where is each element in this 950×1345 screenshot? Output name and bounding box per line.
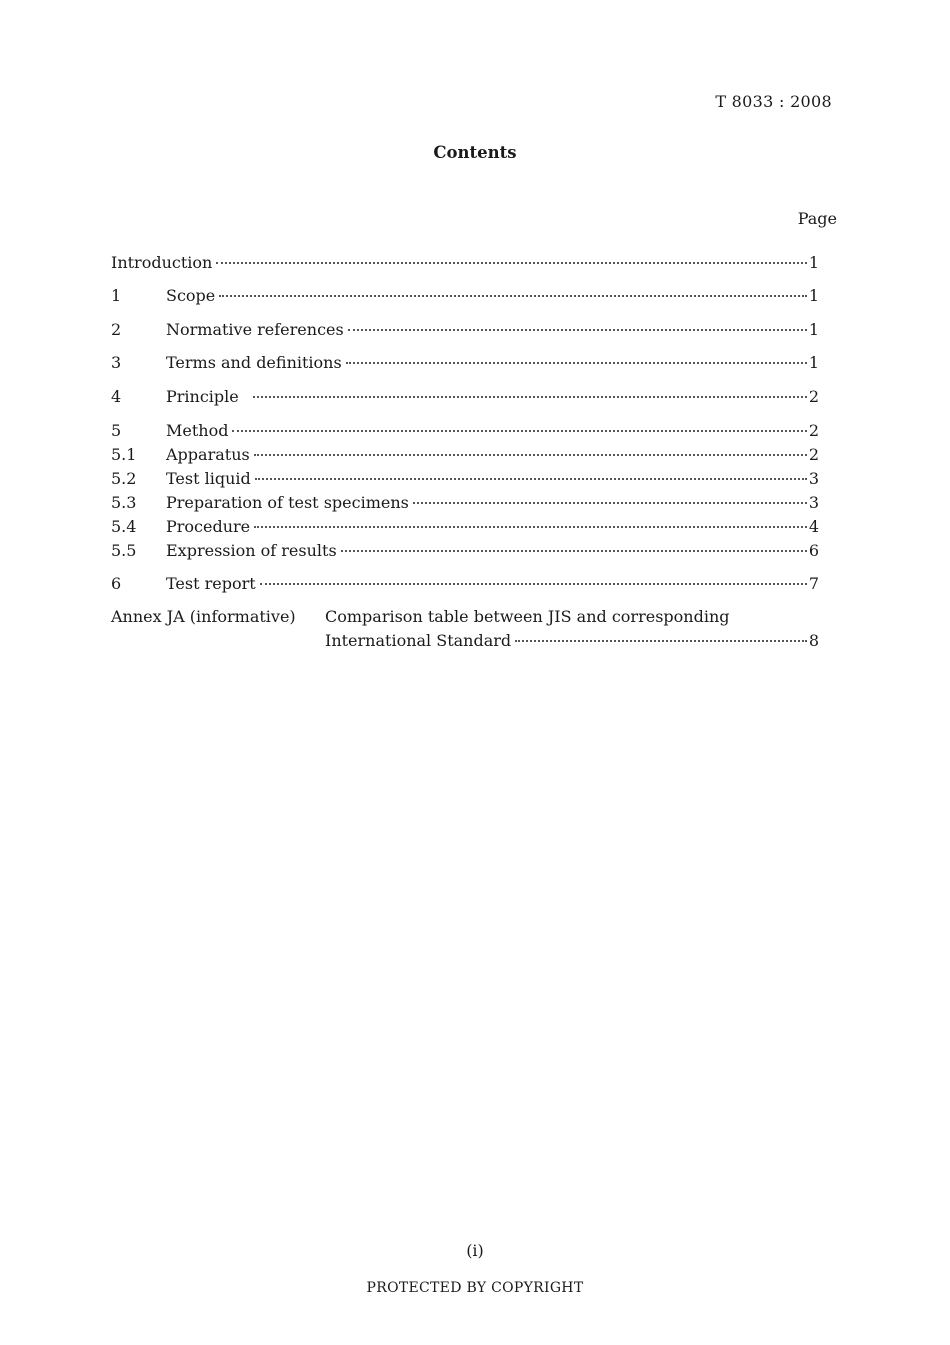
- toc-entry-expression-of-results[interactable]: [111, 540, 819, 562]
- toc-entry-number: 5.5: [111, 541, 137, 560]
- leader-dots: [515, 640, 807, 642]
- annex-title-line2: International Standard: [325, 631, 512, 650]
- leader-dots: [254, 526, 807, 528]
- toc-entry-number: 1: [111, 286, 122, 305]
- toc-entry-principle[interactable]: [111, 386, 819, 408]
- toc-entry-title: Preparation of test specimens: [166, 493, 409, 512]
- footer-page-number: (i): [466, 1241, 484, 1260]
- leader-dots: [255, 478, 807, 480]
- toc-entry-page: 4: [808, 517, 819, 536]
- annex-title-line2-row: [325, 630, 819, 652]
- toc-entry-page: 3: [808, 493, 819, 512]
- toc-entry-title: Expression of results: [166, 541, 337, 560]
- leader-dots: [219, 295, 807, 297]
- leader-dots: [348, 329, 807, 331]
- leader-dots: [216, 262, 806, 264]
- toc-entry-title: Principle: [166, 387, 239, 406]
- toc-entry-page: 1: [808, 286, 819, 305]
- toc-entry-title: Procedure: [166, 517, 251, 536]
- toc-entry-annex-ja[interactable]: [111, 606, 819, 656]
- toc-entry-test-liquid[interactable]: [111, 468, 819, 490]
- toc-entry-preparation-of-test-specimens[interactable]: [111, 492, 819, 514]
- toc-entry-page: 1: [808, 320, 819, 339]
- toc-entry-number: 3: [111, 353, 122, 372]
- toc-entry-page: 2: [808, 421, 819, 440]
- toc-entry-introduction[interactable]: [111, 252, 819, 274]
- toc-entry-test-report[interactable]: [111, 573, 819, 595]
- toc-entry-title: Terms and definitions: [166, 353, 342, 372]
- toc-entry-page: 8: [808, 631, 819, 650]
- toc-entry-number: 5.1: [111, 445, 137, 464]
- toc-entry-title: Test liquid: [166, 469, 251, 488]
- copyright-notice: PROTECTED BY COPYRIGHT: [366, 1280, 584, 1296]
- toc-entry-terms-and-definitions[interactable]: [111, 352, 819, 374]
- toc-entry-page: 6: [808, 541, 819, 560]
- toc-entry-page: 3: [808, 469, 819, 488]
- leader-dots: [346, 362, 807, 364]
- toc-entry-title: Normative references: [166, 320, 344, 339]
- toc-entry-number: 6: [111, 574, 122, 593]
- toc-entry-number: 5.2: [111, 469, 137, 488]
- toc-entry-page: 2: [808, 387, 819, 406]
- toc-entry-number: 2: [111, 320, 122, 339]
- leader-dots: [260, 583, 807, 585]
- toc-entry-title: Method: [166, 421, 229, 440]
- toc-entry-number: 5.3: [111, 493, 137, 512]
- toc-entry-number: 5.4: [111, 517, 137, 536]
- toc-entry-page: 7: [808, 574, 819, 593]
- toc-entry-procedure[interactable]: [111, 516, 819, 538]
- leader-dots: [413, 502, 807, 504]
- toc-entry-page: 1: [808, 353, 819, 372]
- toc-entry-number: 4: [111, 387, 122, 406]
- toc-entry-page: 1: [808, 253, 819, 272]
- toc-entry-title: Apparatus: [166, 445, 250, 464]
- page-column-label: Page: [797, 209, 837, 228]
- toc-entry-title: Scope: [166, 286, 216, 305]
- toc-entry-page: 2: [808, 445, 819, 464]
- toc-entry-method[interactable]: [111, 420, 819, 442]
- leader-dots: [253, 396, 807, 398]
- document-id: T 8033 : 2008: [715, 92, 832, 111]
- toc-entry-number: 5: [111, 421, 122, 440]
- leader-dots: [254, 454, 807, 456]
- toc-entry-apparatus[interactable]: [111, 444, 819, 466]
- contents-title: Contents: [433, 143, 517, 162]
- toc-entry-normative-references[interactable]: [111, 319, 819, 341]
- leader-dots: [341, 550, 807, 552]
- leader-dots: [232, 430, 806, 432]
- toc-entry-scope[interactable]: [111, 285, 819, 307]
- annex-title-line1: Comparison table between JIS and corresponding: [325, 607, 730, 626]
- annex-label: Annex JA (informative): [111, 607, 296, 626]
- toc-entry-title: Test report: [166, 574, 256, 593]
- toc-entry-title: Introduction: [111, 253, 213, 272]
